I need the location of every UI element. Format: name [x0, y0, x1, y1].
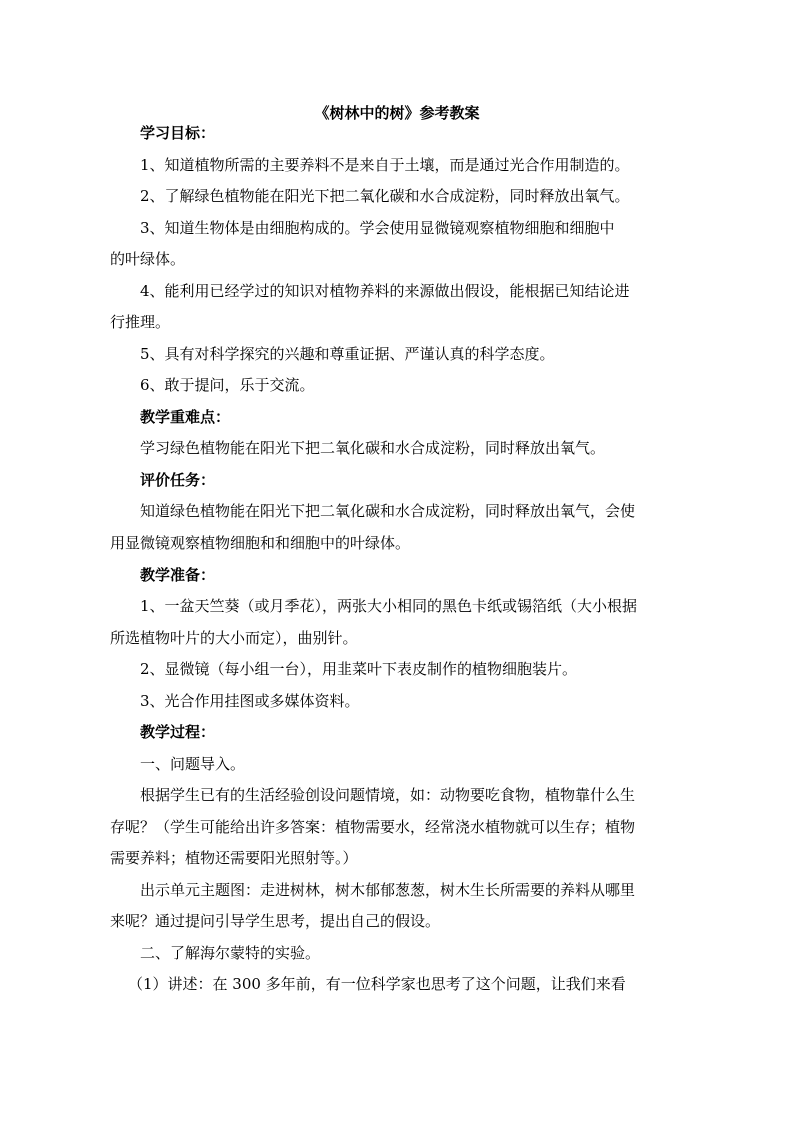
paragraph-line: 出示单元主题图：走进树林，树木郁郁葱葱，树木生长所需要的养料从哪里 — [140, 881, 636, 899]
section-heading: 教学重难点： — [140, 408, 231, 426]
paragraph-line: 的叶绿体。 — [110, 250, 186, 268]
paragraph-line: 6、敢于提问，乐于交流。 — [140, 376, 315, 394]
paragraph-line: 2、显微镜（每小组一台），用韭菜叶下表皮制作的植物细胞装片。 — [140, 660, 578, 678]
paragraph-line: 知道绿色植物能在阳光下把二氧化碳和水合成淀粉，同时释放出氧气，会使 — [140, 502, 636, 520]
section-heading: 学习目标： — [140, 124, 216, 142]
paragraph-line: 学习绿色植物能在阳光下把二氧化碳和水合成淀粉，同时释放出氧气。 — [140, 439, 606, 457]
paragraph-line: 4、能利用已经学过的知识对植物养料的来源做出假设，能根据已知结论进 — [140, 282, 630, 300]
paragraph-line: 5、具有对科学探究的兴趣和尊重证据、严谨认真的科学态度。 — [140, 345, 555, 363]
section-heading: 教学准备： — [140, 566, 216, 584]
paragraph-line: 用显微镜观察植物细胞和和细胞中的叶绿体。 — [110, 534, 411, 552]
paragraph-line: 行推理。 — [110, 313, 171, 331]
section-heading: 教学过程： — [140, 723, 216, 741]
paragraph-line: 根据学生已有的生活经验创设问题情境，如：动物要吃食物，植物靠什么生 — [140, 786, 636, 804]
section-heading: 评价任务： — [140, 471, 216, 489]
paragraph-line: 3、光合作用挂图或多媒体资料。 — [140, 692, 360, 710]
paragraph-line: 来呢？通过提问引导学生思考，提出自己的假设。 — [110, 912, 441, 930]
paragraph-line: 2、了解绿色植物能在阳光下把二氧化碳和水合成淀粉，同时释放出氧气。 — [140, 187, 630, 205]
paragraph-line: （1）讲述：在 300 多年前，有一位科学家也思考了这个问题，让我们来看 — [128, 975, 626, 993]
paragraph-line: 一、问题导入。 — [140, 755, 246, 773]
paragraph-line: 1、一盆天竺葵（或月季花），两张大小相同的黑色卡纸或锡箔纸（大小根据 — [140, 597, 638, 615]
paragraph-line: 所选植物叶片的大小而定），曲别针。 — [110, 629, 358, 647]
paragraph-line: 1、知道植物所需的主要养料不是来自于土壤，而是通过光合作用制造的。 — [140, 156, 630, 174]
paragraph-line: 需要养料；植物还需要阳光照射等。） — [110, 849, 358, 867]
paragraph-line: 3、知道生物体是由细胞构成的。学会使用显微镜观察植物细胞和细胞中 — [140, 219, 615, 237]
document-title: 《树林中的树》参考教案 — [314, 104, 480, 122]
paragraph-line: 二、了解海尔蒙特的实验。 — [140, 944, 321, 962]
paragraph-line: 存呢？（学生可能给出许多答案：植物需要水，经常浇水植物就可以生存；植物 — [110, 818, 636, 836]
